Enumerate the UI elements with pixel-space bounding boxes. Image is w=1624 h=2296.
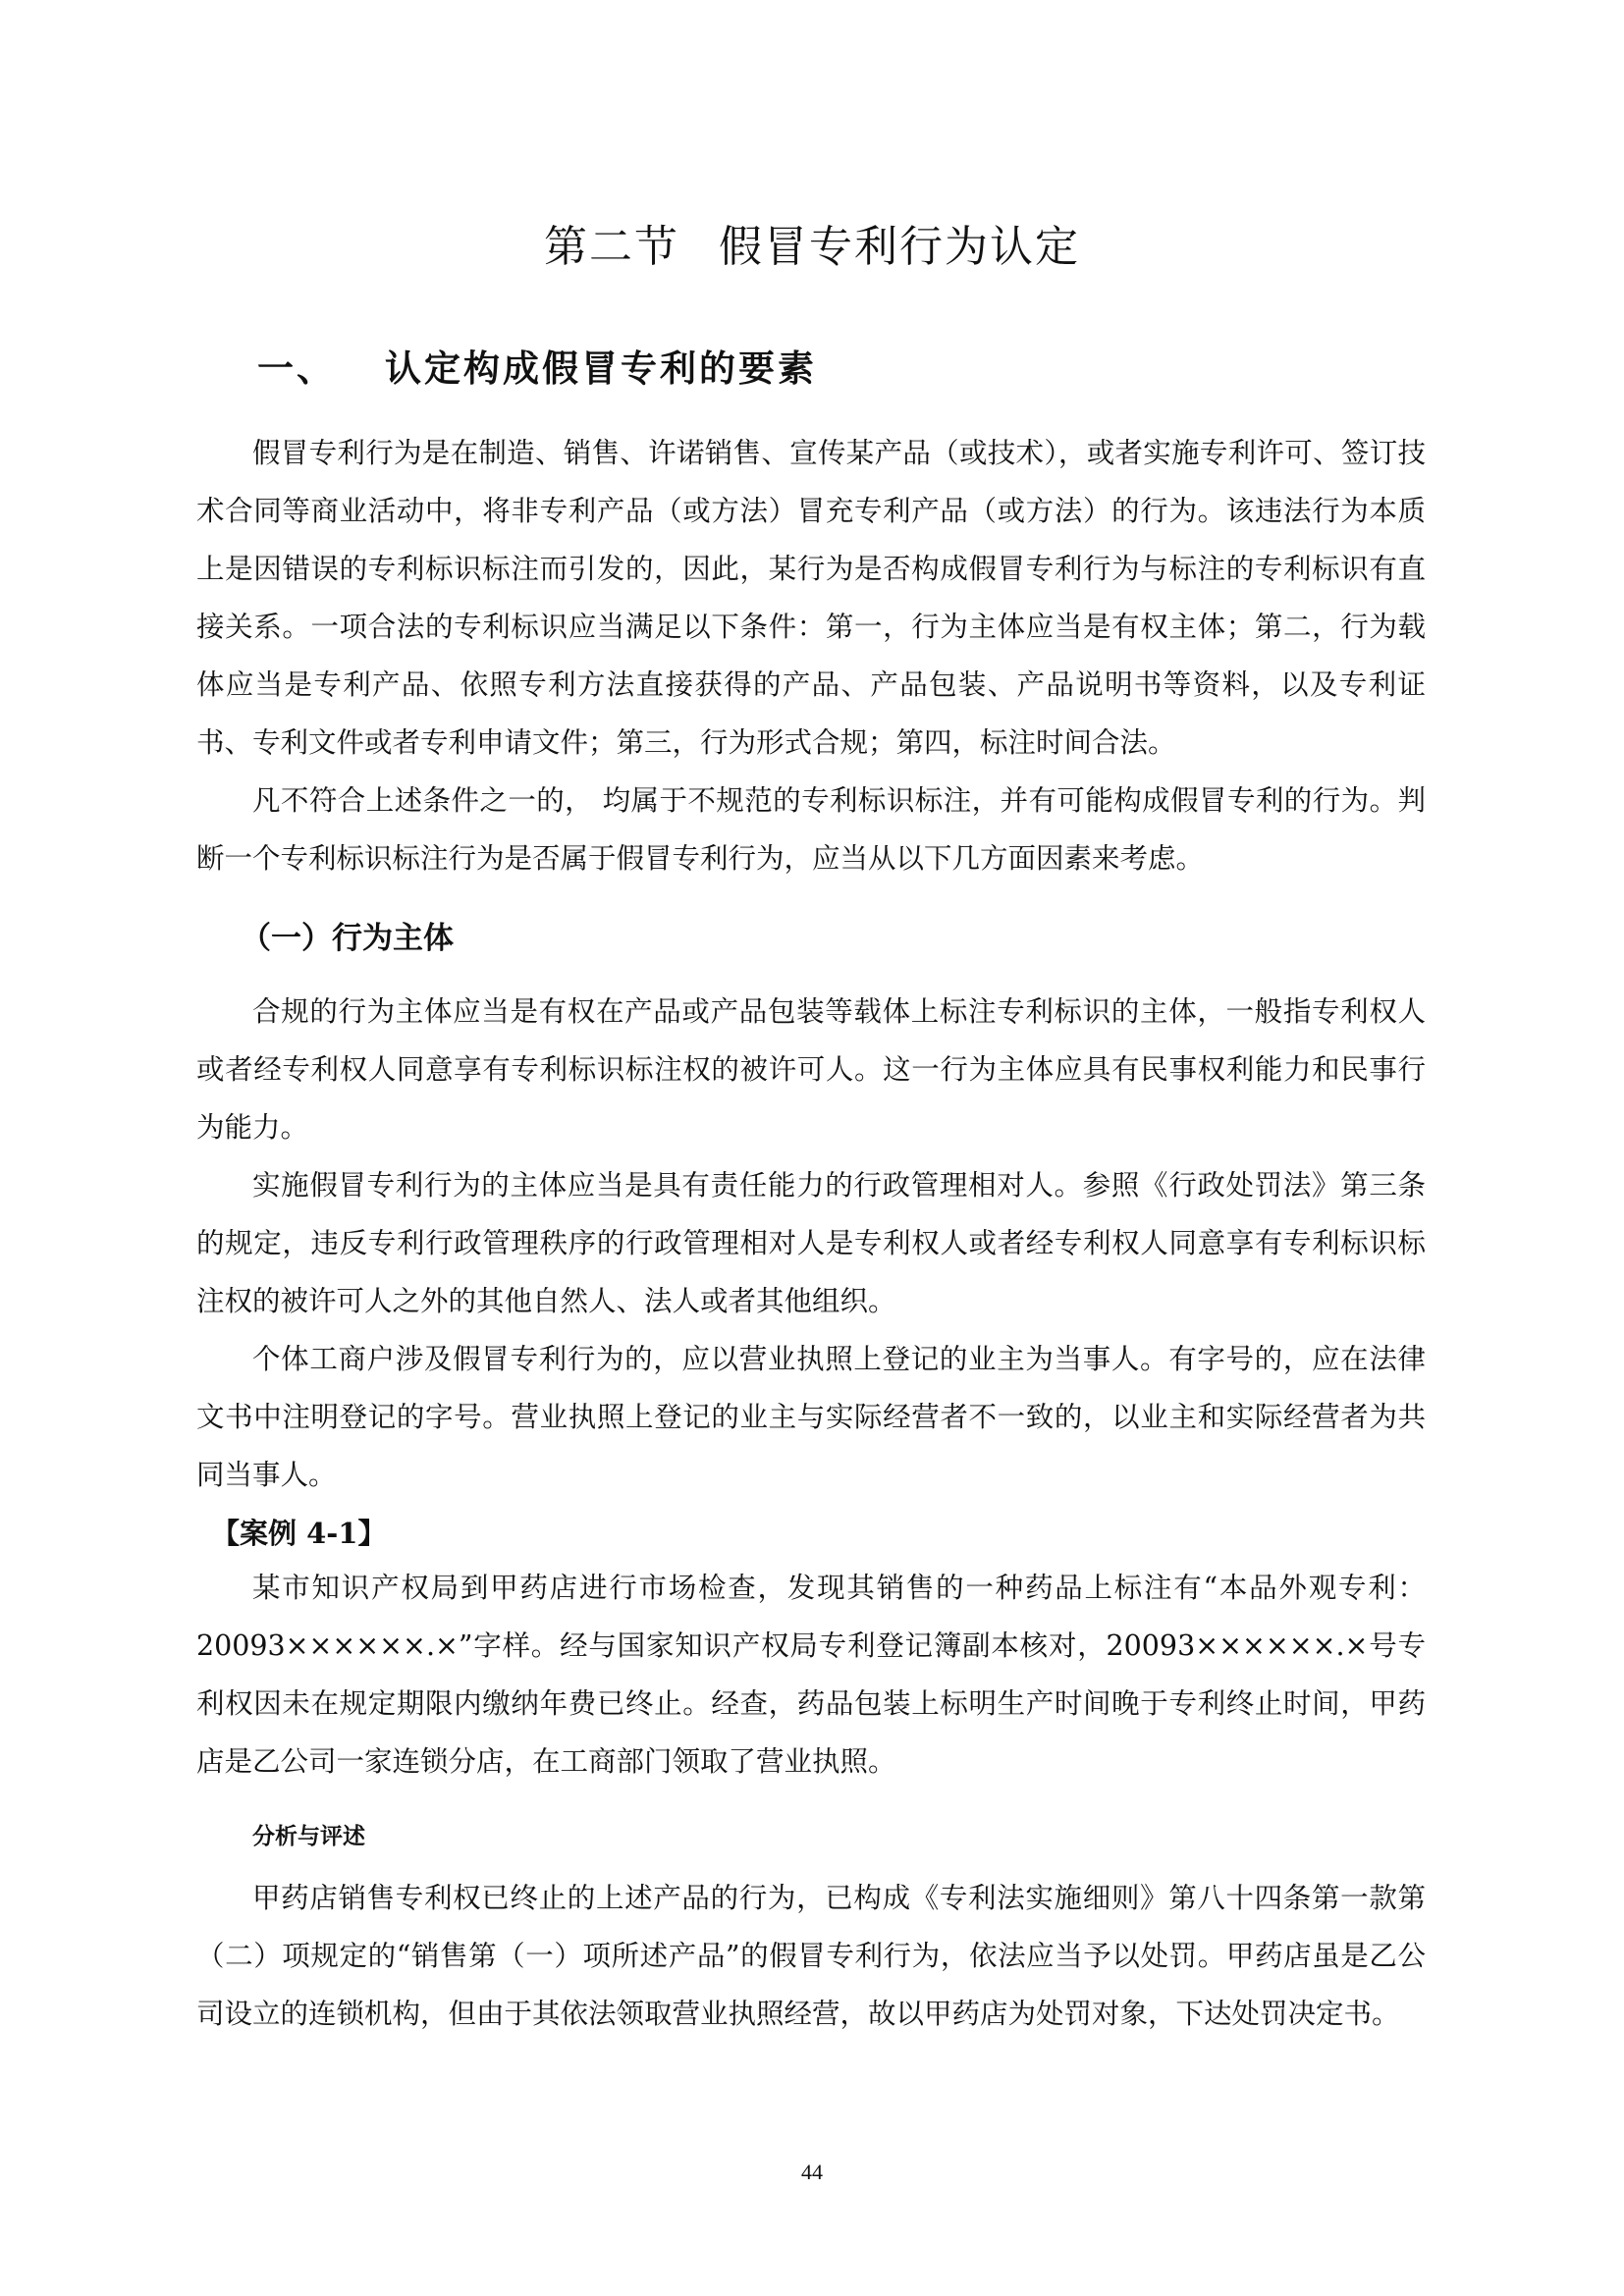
- paragraph-liable-subject: 实施假冒专利行为的主体应当是具有责任能力的行政管理相对人。参照《行政处罚法》第三条的规定，违反专利行政管理秩序的行政管理相对人是专利权人或者经专利权人同意享有专利标识标注权的被许可人之外的其他自然人、法人或者其他组织。: [196, 1169, 1426, 1317]
- paragraph-analysis: 甲药店销售专利权已终止的上述产品的行为，已构成《专利法实施细则》第八十四条第一款第（二）项规定的“销售第（一）项所述产品”的假冒专利行为，依法应当予以处罚。甲药店虽是乙公司设立的连锁机构，但由于其依法领取营业执照经营，故以甲药店为处罚对象，下达处罚决定书。: [196, 1882, 1426, 2030]
- page-number: 44: [801, 2160, 823, 2184]
- section-title: [0, 211, 1624, 274]
- heading-level-1: [257, 339, 817, 392]
- paragraph-case-description: 某市知识产权局到甲药店进行市场检查，发现其销售的一种药品上标注有“本品外观专利：20093××××××.×”字样。经与国家知识产权局专利登记簿副本核对，20093××××××.×号专利权因未在规定期限内缴纳年费已终止。经查，药品包装上标明生产时间晚于专利终止时间，甲药店是乙公司一家连锁分店，在工商部门领取了营业执照。: [196, 1572, 1426, 1778]
- paragraph-definition: 假冒专利行为是在制造、销售、许诺销售、宣传某产品（或技术），或者实施专利许可、签订技术合同等商业活动中，将非专利产品（或方法）冒充专利产品（或方法）的行为。该违法行为本质上是因错误的专利标识标注而引发的，因此，某行为是否构成假冒专利行为与标注的专利标识有直接关系。一项合法的专利标识应当满足以下条件：第一，行为主体应当是有权主体；第二，行为载体应当是专利产品、依照专利方法直接获得的产品、产品包装、产品说明书等资料，以及专利证书、专利文件或者专利申请文件；第三，行为形式合规；第四，标注时间合法。: [196, 437, 1426, 759]
- section-title-text: 假冒专利行为认定: [719, 222, 1080, 272]
- heading-number: 一、: [257, 347, 336, 390]
- paragraph-compliant-subject: 合规的行为主体应当是有权在产品或产品包装等载体上标注专利标识的主体，一般指专利权人或者经专利权人同意享有专利标识标注权的被许可人。这一行为主体应具有民事权利能力和民事行为能力。: [196, 995, 1426, 1144]
- case-title: 【案例 4-1】: [211, 1517, 387, 1550]
- analysis-title: 分析与评述: [252, 1824, 365, 1849]
- paragraph-nonconforming: 凡不符合上述条件之一的， 均属于不规范的专利标识标注，并有可能构成假冒专利的行为。判断一个专利标识标注行为是否属于假冒专利行为，应当从以下几方面因素来考虑。: [196, 784, 1426, 875]
- section-number: 第二节: [544, 222, 679, 272]
- heading-subject: （一）行为主体: [241, 921, 454, 956]
- heading-text: 认定构成假冒专利的要素: [385, 347, 817, 390]
- paragraph-individual-business: 个体工商户涉及假冒专利行为的，应以营业执照上登记的业主为当事人。有字号的，应在法律文书中注明登记的字号。营业执照上登记的业主与实际经营者不一致的，以业主和实际经营者为共同当事人。: [196, 1343, 1426, 1491]
